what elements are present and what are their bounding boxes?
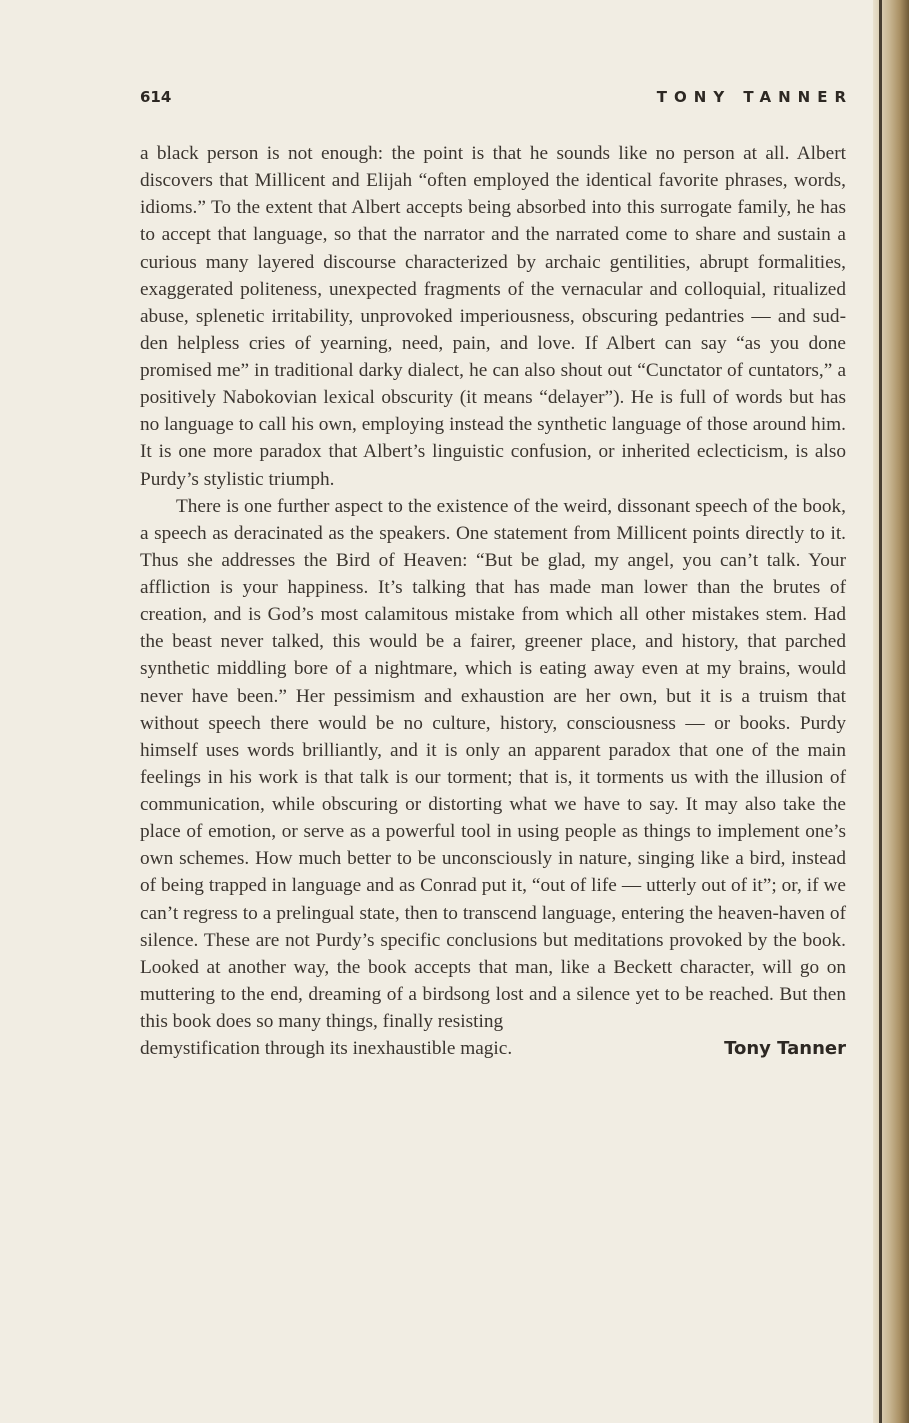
running-head-author: TONY TANNER (656, 88, 853, 106)
book-page (140, 0, 853, 1423)
closing-text: demystification through its inexhaustible magic. (140, 1038, 513, 1060)
page-binding-edge (873, 0, 909, 1423)
page-number: 614 (140, 88, 172, 106)
body-text (140, 140, 846, 1062)
running-head (140, 88, 853, 112)
author-signature: Tony Tanner (724, 1038, 846, 1060)
paragraph: There is one further aspect to the existence of the weird, dissonant speech of the book, a speech as deracinated as the speakers. One statement from Millicent points directly to it. Thus she addresses the Bird of Heaven: “But be glad, my angel, you can’t talk. Your affliction is your happiness. It’s talking that has made man lower than the brutes of creation, and is God’s most calamitous mistake from which all other mistakes stem. Had the beast never talked, this would be a fairer, greener place, and history, that parched synthetic middling bore of a nightmare, which is eating away even at my brains, would never have been.” Her pessimism and exhaustion are her own, but it is a truism that without speech there would be no culture, history, consciousness — or books. Purdy himself uses words brilliantly, and it is only an apparent paradox that one of the main feelings in his work is that talk is our torment; that is, it torments us with the illusion of communication, while obscuring or distorting what we have to say. It may also take the place of emotion, or serve as a powerful tool in using people as things to implement one’s own schemes. How much better to be unconsciously in nature, singing like a bird, instead of being trapped in language and as Conrad put it, “out of life — utterly out of it”; or, if we can’t regress to a prelingual state, then to transcend language, entering the heaven-haven of silence. These are not Purdy’s specific conclusions but meditations provoked by the book. Looked at another way, the book accepts that man, like a Beckett character, will go on muttering to the end, dreaming of a birdsong lost and a silence yet to be reached. But then this book does so many things, finally resisting (140, 495, 846, 1032)
closing-line (140, 1035, 846, 1062)
paragraph: a black person is not enough: the point is that he sounds like no person at all. Albert discovers that Millicent and Elijah “often employed the identical favorite phrases, words, idioms.” To the extent that Albert accepts being absorbed into this surrogate family, he has to accept that language, so that the narrator and the narrated come to share and sustain a curious many layered discourse characterized by archaic gentilities, abrupt formalities, exaggerated politeness, unexpected fragments of the vernacular and colloquial, ritualized abuse, splenetic irritability, unprovoked imperiousness, obscuring pedantries — and sudden helpless cries of yearning, need, pain, and love. If Albert can say “as you done promised me” in traditional darky dialect, he can also shout out “Cunctator of cuntators,” a positively Nabokovian lexical obscurity (it means “delayer”). He is full of words but has no language to call his own, employing instead the synthetic language of those around him. It is one more paradox that Albert’s linguistic confusion, or inherited eclecticism, is also Purdy’s stylistic triumph. (140, 143, 846, 490)
